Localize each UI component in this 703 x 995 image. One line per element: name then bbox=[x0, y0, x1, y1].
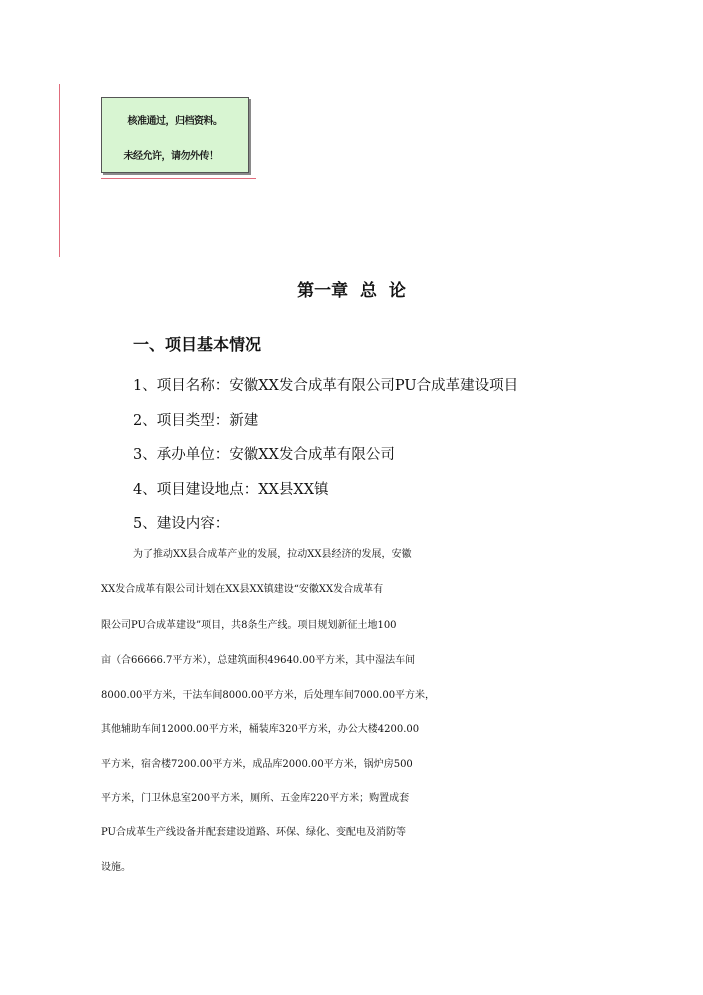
item-undertaking-unit: 3、承办单位：安徽XX发合成革有限公司 bbox=[133, 447, 395, 463]
paragraph-line: 为了推动XX县合成革产业的发展，拉动XX县经济的发展，安徽 bbox=[133, 549, 412, 560]
chapter-title: 第一章 总 论 bbox=[297, 281, 406, 301]
paragraph-line: 设施。 bbox=[101, 862, 131, 873]
section-heading: 一、项目基本情况 bbox=[133, 335, 262, 354]
approval-stamp bbox=[101, 97, 249, 173]
paragraph-line: PU合成革生产线设备并配套建设道路、环保、绿化、变配电及消防等 bbox=[101, 827, 406, 838]
paragraph-line: 亩（合66666.7平方米），总建筑面积49640.00平方米，其中湿法车间 bbox=[101, 655, 416, 666]
paragraph-line: 其他辅助车间12000.00平方米，桶装库320平方米，办公大楼4200.00 bbox=[101, 724, 420, 735]
item-project-type: 2、项目类型：新建 bbox=[133, 413, 259, 429]
item-construction-site: 4、项目建设地点：XX县XX镇 bbox=[133, 482, 329, 498]
paragraph-line: 平方米，门卫休息室200平方米，厕所、五金库220平方米；购置成套 bbox=[101, 793, 410, 804]
paragraph-line: 限公司PU合成革建设”项目，共8条生产线。项目规划新征土地100 bbox=[101, 620, 397, 631]
paragraph-line: 平方米，宿舍楼7200.00平方米，成品库2000.00平方米，锅炉房500 bbox=[101, 759, 413, 770]
item-construction-content: 5、建设内容： bbox=[133, 516, 230, 532]
stamp-line-confidential: 未经允许，请勿外传！ bbox=[123, 151, 219, 162]
item-project-name: 1、项目名称：安徽XX发合成革有限公司PU合成革建设项目 bbox=[133, 378, 519, 394]
stamp-line-approved: 核准通过，归档资料。 bbox=[127, 116, 223, 127]
paragraph-line: XX发合成革有限公司计划在XX县XX镇建设“安徽XX发合成革有 bbox=[101, 584, 384, 595]
stamp-underline bbox=[101, 178, 256, 179]
paragraph-line: 8000.00平方米，干法车间8000.00平方米，后处理车间7000.00平方米， bbox=[101, 690, 436, 701]
margin-line bbox=[59, 84, 60, 257]
